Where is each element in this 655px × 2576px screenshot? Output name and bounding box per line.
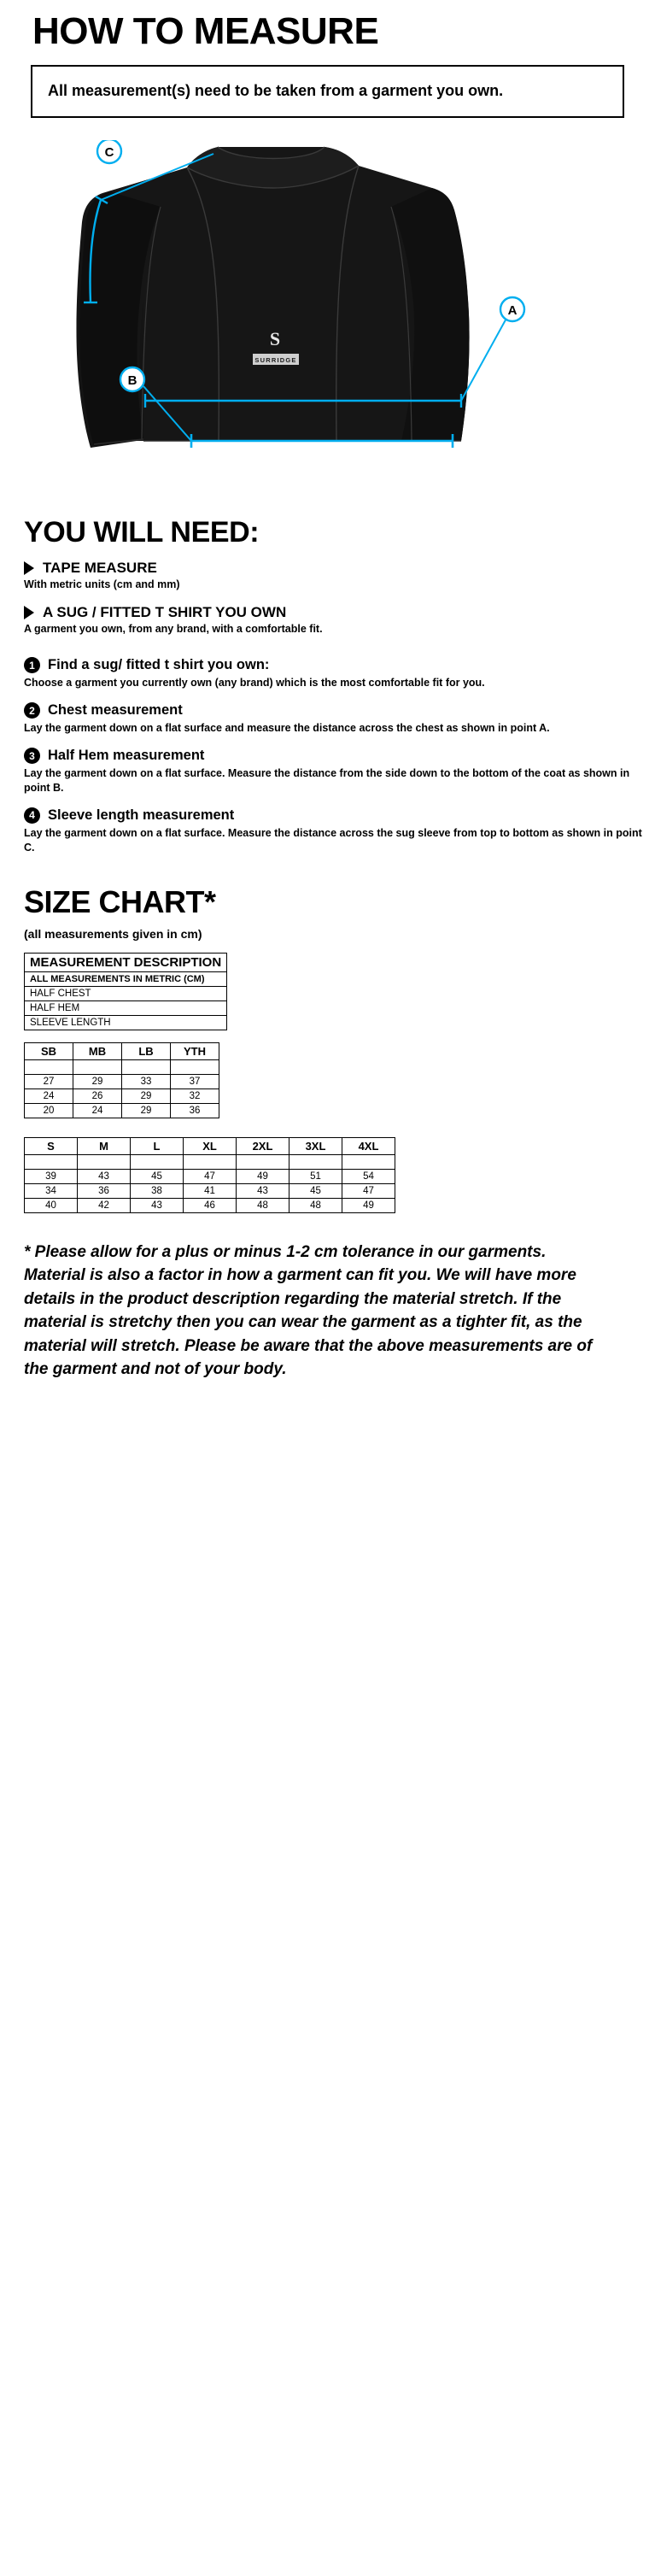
measurement-description-header: MEASUREMENT DESCRIPTION <box>25 953 227 971</box>
cell: 34 <box>25 1183 78 1198</box>
cell: 43 <box>237 1183 289 1198</box>
cell: 24 <box>25 1088 73 1103</box>
cell: 49 <box>342 1198 395 1212</box>
measurement-row-label: HALF CHEST <box>25 986 227 1000</box>
adults-size-table <box>24 1137 395 1213</box>
measurement-row-label: HALF HEM <box>25 1000 227 1015</box>
step-title: Sleeve length measurement <box>48 807 235 823</box>
size-column-header: YTH <box>171 1042 219 1059</box>
step-body: Choose a garment you currently own (any brand) which is the most comfortable fit for you. <box>24 677 485 689</box>
step-number-badge: 2 <box>24 702 40 719</box>
step-number-badge: 3 <box>24 748 40 764</box>
size-column-header: M <box>78 1137 131 1154</box>
cell: 43 <box>131 1198 184 1212</box>
table-row <box>25 971 227 986</box>
table-row <box>25 1198 395 1212</box>
need-item <box>24 560 655 590</box>
need-item-label: A SUG / FITTED T SHIRT YOU OWN <box>43 604 287 621</box>
step-title: Find a sug/ fitted t shirt you own: <box>48 657 270 673</box>
steps-list <box>0 648 655 854</box>
kids-size-table <box>24 1042 219 1118</box>
tolerance-note: * Please allow for a plus or minus 1-2 cm tolerance in our garments. Material is also a factor in how a garment can fit you. We will have more details in the product description regarding the material stretch. If the material is stretchy then you can wear the garment as a tighter fit, as the material will stretch. Please be aware that the above measurements are of the garment and not of your body. <box>24 1242 593 1379</box>
cell: 29 <box>73 1074 122 1088</box>
measurement-description-table <box>24 953 227 1030</box>
brand-mark-letter: S <box>269 328 281 350</box>
step-item <box>24 807 655 855</box>
size-column-header: SB <box>25 1042 73 1059</box>
measurement-description-subheader: ALL MEASUREMENTS IN METRIC (CM) <box>25 971 227 986</box>
cell: 36 <box>78 1183 131 1198</box>
cell: 27 <box>25 1074 73 1088</box>
step-body: Lay the garment down on a flat surface. Measure the distance from the side down to the bottom of the coat as shown in point B. <box>24 767 630 795</box>
callout-b <box>120 367 144 391</box>
size-column-header: 2XL <box>237 1137 289 1154</box>
size-column-header: LB <box>122 1042 171 1059</box>
cell: 47 <box>342 1183 395 1198</box>
cell: 37 <box>171 1074 219 1088</box>
table-row <box>25 1074 219 1088</box>
step-title: Half Hem measurement <box>48 748 205 764</box>
size-chart-subtitle: (all measurements given in cm) <box>24 926 202 941</box>
step-item <box>24 702 655 736</box>
cell: 24 <box>73 1103 122 1118</box>
cell: 36 <box>171 1103 219 1118</box>
garment-diagram-svg <box>0 140 655 508</box>
step-item <box>24 657 655 690</box>
table-row <box>25 1183 395 1198</box>
shirt-illustration <box>76 147 469 448</box>
cell: 40 <box>25 1198 78 1212</box>
cell: 32 <box>171 1088 219 1103</box>
table-row <box>25 1088 219 1103</box>
cell: 29 <box>122 1103 171 1118</box>
cell: 49 <box>237 1169 289 1183</box>
size-column-header: L <box>131 1137 184 1154</box>
page-title: HOW TO MEASURE <box>32 10 379 52</box>
callout-a <box>500 297 524 321</box>
cell: 29 <box>122 1088 171 1103</box>
size-column-header: S <box>25 1137 78 1154</box>
table-spacer-row <box>25 1154 395 1169</box>
table-row <box>25 1000 227 1015</box>
measurement-notice-box <box>31 65 624 118</box>
size-column-header: MB <box>73 1042 122 1059</box>
cell: 39 <box>25 1169 78 1183</box>
cell: 54 <box>342 1169 395 1183</box>
cell: 33 <box>122 1074 171 1088</box>
table-row <box>25 1103 219 1118</box>
table-header-row <box>25 1137 395 1154</box>
table-row <box>25 1169 395 1183</box>
step-body: Lay the garment down on a flat surface and measure the distance across the chest as shown in point A. <box>24 722 550 735</box>
cell: 38 <box>131 1183 184 1198</box>
cell: 48 <box>237 1198 289 1212</box>
table-header-row <box>25 1042 219 1059</box>
callout-c <box>97 140 121 163</box>
triangle-bullet-icon <box>24 606 34 619</box>
garment-diagram <box>0 140 655 508</box>
step-item <box>24 748 655 795</box>
size-column-header: 3XL <box>289 1137 342 1154</box>
table-row <box>25 1015 227 1030</box>
brand-label-text: SURRIDGE <box>254 356 297 365</box>
need-item-label: TAPE MEASURE <box>43 560 157 577</box>
you-will-need-list <box>0 555 655 635</box>
table-row <box>25 986 227 1000</box>
svg-text:B: B <box>127 373 137 389</box>
table-spacer-row <box>25 1059 219 1074</box>
table-row <box>25 953 227 971</box>
step-number-badge: 4 <box>24 807 40 824</box>
size-column-header: XL <box>184 1137 237 1154</box>
step-number-badge: 1 <box>24 657 40 673</box>
need-item-sub: With metric units (cm and mm) <box>24 578 180 591</box>
need-item <box>24 604 655 635</box>
cell: 46 <box>184 1198 237 1212</box>
cell: 42 <box>78 1198 131 1212</box>
step-title: Chest measurement <box>48 702 183 719</box>
cell: 45 <box>289 1183 342 1198</box>
cell: 51 <box>289 1169 342 1183</box>
cell: 20 <box>25 1103 73 1118</box>
cell: 47 <box>184 1169 237 1183</box>
size-chart-title: SIZE CHART* <box>24 883 216 919</box>
cell: 48 <box>289 1198 342 1212</box>
cell: 43 <box>78 1169 131 1183</box>
cell: 26 <box>73 1088 122 1103</box>
measurement-notice-text: All measurement(s) need to be taken from a garment you own. <box>48 82 504 100</box>
need-item-sub: A garment you own, from any brand, with a comfortable fit. <box>24 623 323 636</box>
cell: 41 <box>184 1183 237 1198</box>
measurement-row-label: SLEEVE LENGTH <box>25 1015 227 1030</box>
you-will-need-heading: YOU WILL NEED: <box>24 516 260 549</box>
cell: 45 <box>131 1169 184 1183</box>
size-column-header: 4XL <box>342 1137 395 1154</box>
step-body: Lay the garment down on a flat surface. Measure the distance across the sug sleeve from top to bottom as shown in point C. <box>24 826 642 854</box>
svg-text:A: A <box>507 303 518 319</box>
svg-text:C: C <box>104 145 114 161</box>
triangle-bullet-icon <box>24 561 34 575</box>
